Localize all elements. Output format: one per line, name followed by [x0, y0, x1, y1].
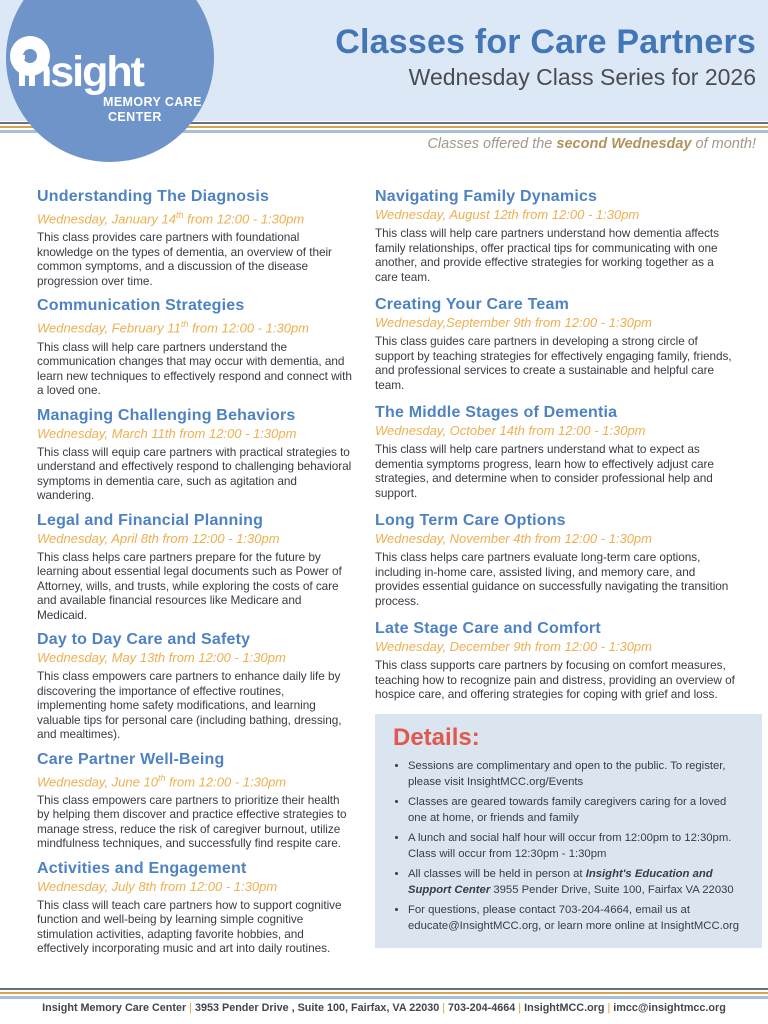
- class-date: Wednesday, December 9th from 12:00 - 1:30pm: [375, 639, 652, 654]
- class-description: This class provides care partners with foundational knowledge on the types of dementia, an overview of their common symptoms, and a discussion of the disease progression over time.: [37, 230, 332, 288]
- schedule-tagline: [427, 136, 756, 152]
- logo-tagline-memory-care: MEMORY CARE: [103, 95, 202, 109]
- class-title: Navigating Family Dynamics: [375, 188, 598, 205]
- divider-orange-line: [0, 992, 768, 994]
- class-date: Wednesday, July 8th from 12:00 - 1:30pm: [37, 878, 278, 894]
- class-block: [375, 296, 762, 392]
- class-block: [375, 512, 762, 608]
- footer-separator: |: [442, 1002, 446, 1014]
- class-block: [37, 512, 353, 623]
- class-block: [37, 631, 353, 742]
- logo-tagline-center: CENTER: [108, 110, 162, 124]
- tagline-post: of month!: [691, 136, 756, 152]
- logo-wordmark: insight: [16, 48, 143, 96]
- footer-separator: |: [518, 1002, 522, 1014]
- insight-logo: [6, 0, 214, 162]
- details-bold-text: Insight's Education and Support Center: [408, 867, 713, 896]
- class-description: This class will equip care partners with practical strategies to understand and effectively respond to challenging behavioral symptoms in dementia care, such as agitation and wandering.: [37, 444, 352, 503]
- class-block: [375, 188, 762, 284]
- class-title: Communication Strategies: [37, 297, 245, 315]
- class-date: Wednesday, June 10th from 12:00 - 1:30pm: [37, 772, 287, 789]
- details-box: [375, 714, 762, 948]
- class-title: Activities and Engagement: [37, 859, 247, 877]
- class-description: This class will help care partners understand how dementia affects family relationships, offer practical tips for communicating with one another, and provide effective strategies for working together as a care team.: [375, 226, 720, 284]
- divider-blue-line: [0, 996, 768, 999]
- divider-dark-line: [0, 988, 768, 990]
- class-date: Wednesday, October 14th from 12:00 - 1:30pm: [375, 423, 646, 438]
- footer-separator: |: [189, 1002, 192, 1014]
- class-title: Managing Challenging Behaviors: [37, 406, 296, 424]
- footer-separator: |: [607, 1002, 611, 1014]
- details-heading: Details:: [393, 723, 480, 751]
- class-date: Wednesday, August 12th from 12:00 - 1:30pm: [375, 207, 640, 222]
- tagline-pre: Classes offered the: [427, 136, 557, 152]
- class-description: This class empowers care partners to enhance daily life by discovering the importance of effective routines, implementing home safety modifications, and learning valuable tips for personal care (including bathing, dressing, and mealtimes).: [37, 669, 342, 742]
- details-bullet: • Classes are geared towards family caregivers caring for a loved one at home, or friends and family: [408, 794, 746, 826]
- class-block: [375, 404, 762, 500]
- class-listing: [37, 188, 762, 965]
- details-bullet: • For questions, please contact 703-204-4664, email us at educate@InsightMCC.org, or learn more online at InsightMCC.org: [408, 902, 746, 934]
- class-block: [37, 188, 353, 288]
- class-title: Care Partner Well-Being: [37, 750, 225, 768]
- footer-divider: [0, 988, 768, 999]
- class-title: Legal and Financial Planning: [37, 511, 264, 529]
- class-description: This class will help care partners understand what to expect as dementia symptoms progress, learn how to effectively adjust care strategies, and determine when to consider professional help and support.: [375, 442, 714, 500]
- class-date: Wednesday, March 11th from 12:00 - 1:30pm: [37, 425, 297, 441]
- class-description: This class will teach care partners how to support cognitive function and well-being by learning simple cognitive stimulation activities, adapting favorite hobbies, and effectively incorporating music and art into daily routines.: [37, 897, 342, 956]
- class-title: Long Term Care Options: [375, 512, 566, 529]
- class-description: This class guides care partners in developing a strong circle of support by teaching strategies for effectively engaging family, friends, and professional services to create a sustainable and helpful care team.: [375, 334, 732, 392]
- details-bullet: • A lunch and social half hour will occur from 12:00pm to 12:30pm. Class will occur from 12:30pm - 1:30pm: [408, 830, 746, 862]
- class-description: This class empowers care partners to prioritize their health by helping them discover and practice effective strategies to manage stress, reduce the risk of caregiver burnout, utilize mindfulness techniques, and successfully find respite care.: [37, 792, 347, 851]
- footer-segment: 703-204-4664: [448, 1002, 516, 1014]
- right-column-classes: [375, 188, 762, 702]
- class-title: The Middle Stages of Dementia: [375, 404, 618, 421]
- page-title: Classes for Care Partners: [335, 23, 756, 61]
- class-description: This class helps care partners evaluate long-term care options, including in-home care, assisted living, and memory care, and provides essential guidance on successfully navigating the transition process.: [375, 550, 729, 608]
- class-title: Day to Day Care and Safety: [37, 631, 251, 649]
- class-date: Wednesday, November 4th from 12:00 - 1:30pm: [375, 531, 652, 546]
- class-block: [37, 860, 353, 956]
- left-column: [37, 188, 353, 965]
- details-bullet: • Sessions are complimentary and open to the public. To register, please visit InsightMCC.org/Events: [408, 758, 746, 790]
- footer-segment: Insight Memory Care Center: [42, 1002, 187, 1014]
- tagline-bold: second Wednesday: [556, 136, 692, 152]
- class-description: This class will help care partners understand the communication changes that may occur with dementia, and learn new techniques to effectively respond and connect with a loved one.: [37, 339, 352, 398]
- class-date: Wednesday, April 8th from 12:00 - 1:30pm: [37, 530, 280, 546]
- details-bullet-list: [393, 758, 746, 934]
- footer-segment: InsightMCC.org: [524, 1002, 605, 1014]
- class-date: Wednesday, May 13th from 12:00 - 1:30pm: [37, 650, 286, 666]
- page-subtitle: Wednesday Class Series for 2026: [408, 64, 756, 90]
- class-description: This class helps care partners prepare for the future by learning about essential legal documents such as Power of Attorney, wills, and trusts, while exploring the costs of care and available financial resources like Medicare and Medicaid.: [37, 549, 342, 622]
- footer-segment: imcc@insightmcc.org: [613, 1002, 726, 1014]
- class-block: [375, 620, 762, 702]
- class-title: Creating Your Care Team: [375, 296, 569, 313]
- class-description: This class supports care partners by focusing on comfort measures, teaching how to recognize pain and distress, providing an overview of hospice care, and offering strategies for coping with grief and loss.: [375, 658, 735, 701]
- class-date: Wednesday, January 14th from 12:00 - 1:30pm: [37, 210, 305, 227]
- class-date: Wednesday, February 11th from 12:00 - 1:30pm: [37, 319, 309, 336]
- right-column: [375, 188, 762, 965]
- class-title: Late Stage Care and Comfort: [375, 620, 601, 637]
- footer-contact-line: [0, 1002, 768, 1014]
- class-block: [37, 297, 353, 397]
- details-bullet: • All classes will be held in person at Insight's Education and Support Center 3955 Pender Drive, Suite 100, Fairfax VA 22030: [408, 866, 746, 898]
- class-date: Wednesday,September 9th from 12:00 - 1:30pm: [375, 315, 653, 330]
- class-block: [37, 407, 353, 503]
- class-title: Understanding The Diagnosis: [37, 188, 270, 205]
- class-block: [37, 751, 353, 851]
- footer-segment: 3953 Pender Drive , Suite 100, Fairfax, VA 22030: [194, 1002, 440, 1014]
